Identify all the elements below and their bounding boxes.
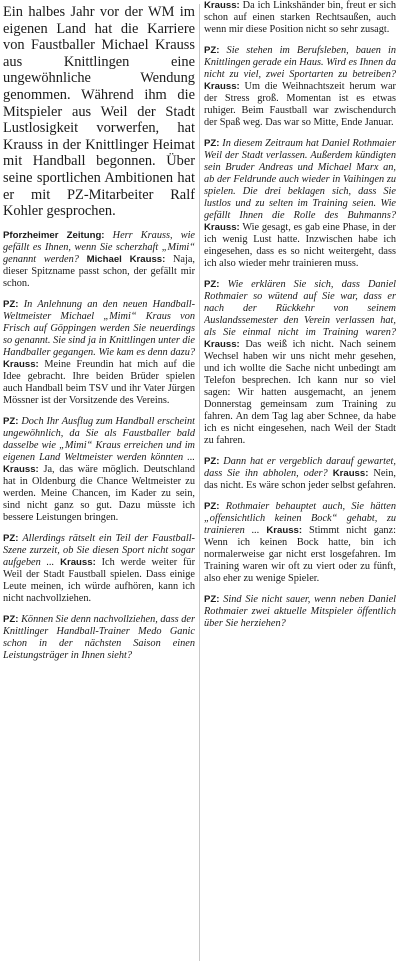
question-text: Können Sie denn nachvollziehen, dass der Knittlinger Handball-Trainer Medo Ganic schon in der nächsten Saison einen Leistungsträger in Ihnen sieht? bbox=[3, 613, 195, 661]
question-speaker: PZ: bbox=[204, 279, 220, 290]
answer-speaker: Krauss: bbox=[204, 339, 240, 350]
answer-speaker: Krauss: bbox=[204, 0, 240, 11]
question-text: Rothmaier behauptet auch, Sie hätten „offensichtlich keinen Bock“ gehabt, zu trainieren ... bbox=[204, 501, 396, 536]
answer-speaker: Michael Krauss: bbox=[86, 253, 166, 265]
question-speaker: PZ: bbox=[204, 138, 220, 149]
answer-speaker: Krauss: bbox=[204, 222, 240, 233]
interview-exchange bbox=[204, 456, 396, 492]
answer-speaker: Krauss: bbox=[332, 468, 369, 479]
answer-text: Ja, das wäre möglich. Deutschland hat in Oldenburg die Chance Weltmeister zu werden. Meine Chancen, im Kader zu sein, sind nicht ganz so gut. Dazu müsste ich bessere Leistungen bringen. bbox=[3, 463, 195, 523]
interview-exchange bbox=[204, 501, 396, 585]
question-text: Doch Ihr Ausflug zum Handball erscheint ungewöhnlich, da Sie als Faustballer bald dasselbe wie „Mimi“ Kraus erreichen und im eigenen Land Weltmeister werden könnten ... bbox=[3, 415, 195, 463]
question-text: Sind Sie nicht sauer, wenn neben Daniel Rothmaier zwei aktuelle Mitspieler öffentlich über Sie herziehen? bbox=[204, 594, 396, 629]
answer-text: Das weiß ich nicht. Nach seinem Wechsel haben wir uns nicht mehr gesehen, und ich wollte die Sache nicht unbedingt am Telefon besprechen. Ich kann nur so viel sagen: Wir hatten ausgemacht, an jenem Donnerstag gemeinsam zum Training zu fahren. An dem Tag lag aber Schnee, da habe ich es nicht eingesehen, nach Weil der Stadt zu fahren. bbox=[204, 339, 396, 446]
interview-exchange bbox=[204, 45, 396, 129]
question-speaker: PZ: bbox=[204, 456, 220, 467]
question-speaker: PZ: bbox=[3, 613, 19, 625]
answer-text: Wie gesagt, es gab eine Phase, in der ich wenig Lust hatte. Inzwischen habe ich eingesehen, dass es so nicht weitergeht, dass ich also wieder mehr trainieren muss. bbox=[204, 222, 396, 269]
interview-exchange bbox=[3, 416, 195, 524]
column-right bbox=[204, 0, 396, 965]
answer-speaker: Krauss: bbox=[60, 556, 96, 568]
question-speaker: PZ: bbox=[3, 415, 19, 427]
question-text: In Anlehnung an den neuen Handball-Weltmeister Michael „Mimi“ Kraus von Frisch auf Göppingen werden Sie neuerdings so genannt. Sie sind ja in Knittlingen unter die Handballer gegangen. Wie kam es denn dazu? bbox=[3, 298, 195, 358]
interview-exchange bbox=[3, 299, 195, 407]
interview-exchange bbox=[204, 594, 396, 630]
question-speaker: PZ: bbox=[204, 45, 220, 56]
interview-exchange bbox=[3, 230, 195, 290]
answer-text: Da ich Linkshänder bin, freut er sich schon auf einen starken Rechtsaußen, auch wenn mir diese Position nicht so sehr zusagt. bbox=[204, 0, 396, 35]
answer-speaker: Krauss: bbox=[204, 81, 240, 92]
question-text: Sie stehen im Berufsleben, bauen in Knittlingen gerade ein Haus. Wird es Ihnen da nicht zu viel, zwei Sportarten zu betreiben? bbox=[204, 45, 396, 80]
answer-speaker: Krauss: bbox=[3, 463, 39, 475]
interview-exchange bbox=[204, 138, 396, 270]
question-speaker: PZ: bbox=[204, 594, 220, 605]
interview-exchange bbox=[3, 614, 195, 662]
intro-paragraph: Ein halbes Jahr vor der WM im eigenen Land hat die Karriere von Faustballer Michael Krauss aus Knittlingen eine ungewöhnliche Wendung genommen. Während ihm die Mitspieler aus Weil der Stadt Lustlosigkeit vorwerfen, hat Krauss in der Knittlinger Heimat mit Handball begonnen. Über seine sportlichen Ambitionen hat er mit PZ-Mitarbeiter Ralf Kohler gesprochen. bbox=[3, 4, 195, 220]
answer-text: Nein, das nicht. Es wäre schon jeder selbst gefahren. bbox=[204, 468, 396, 491]
answer-speaker: Krauss: bbox=[266, 525, 303, 536]
question-speaker: PZ: bbox=[3, 298, 19, 310]
answer-speaker: Krauss: bbox=[3, 358, 39, 370]
answer-text: Ich werde weiter für Weil der Stadt Faustball spielen. Dass einige Leute meinen, ich würde aufhören, kann ich nicht nachvollziehen. bbox=[3, 556, 195, 604]
answer-text: Um die Weihnachtszeit herum war der Stress groß. Momentan ist es etwas ruhiger. Beim Faustball war zwischendurch der Spaß weg. Das war so Mitte, Ende Januar. bbox=[204, 81, 396, 128]
question-text: Dann hat er vergeblich darauf gewartet, dass Sie ihn abholen, oder? bbox=[204, 456, 396, 479]
answer-text: Stimmt nicht ganz: Wenn ich keinen Bock hatte, bin ich normalerweise gar nicht erst losgefahren. Im Training waren wir oft zu viert oder zu fünft, also eher zu wenige Spieler. bbox=[204, 525, 396, 584]
question-text: Herr Krauss, wie gefällt es Ihnen, wenn Sie scherzhaft „Mimi“ genannt werden? bbox=[3, 229, 195, 265]
column-divider bbox=[199, 4, 200, 961]
column-left bbox=[3, 0, 195, 965]
question-speaker: Pforzheimer Zeitung: bbox=[3, 229, 105, 241]
interview-exchange bbox=[204, 0, 396, 36]
interview-exchange bbox=[3, 533, 195, 605]
question-speaker: PZ: bbox=[204, 501, 220, 512]
answer-text: Meine Freundin hat mich auf die Idee gebracht. Ihre beiden Brüder spielen auch Handball beim TSV und ihr Vater Jürgen Mössner ist der Vorsitzende des Vereins. bbox=[3, 358, 195, 406]
interview-exchange bbox=[204, 279, 396, 447]
question-text: Allerdings rätselt ein Teil der Faustball-Szene zurzeit, ob Sie diesen Sport nicht sogar aufgeben ... bbox=[3, 532, 195, 568]
question-text: Wie erklären Sie sich, dass Daniel Rothmaier so wütend auf Sie war, dass er nach der Rückkehr von seinem Auslandssemester den Verein verlassen hat, als Sie einmal nicht im Training waren? bbox=[204, 279, 396, 338]
question-text: In diesem Zeitraum hat Daniel Rothmaier Weil der Stadt verlassen. Außerdem kündigten sein Bruder Andreas und Michael Marx an, ab der Feldrunde auch wieder in Vaihingen zu spielen. Die drei beklagen sich, dass Sie lustlos und zu selten im Training seien. Wie gefällt Ihnen die Rolle des Buhmanns? bbox=[204, 138, 396, 221]
question-speaker: PZ: bbox=[3, 532, 19, 544]
answer-text: Naja, dieser Spitzname passt schon, der gefällt mir schon. bbox=[3, 253, 195, 289]
